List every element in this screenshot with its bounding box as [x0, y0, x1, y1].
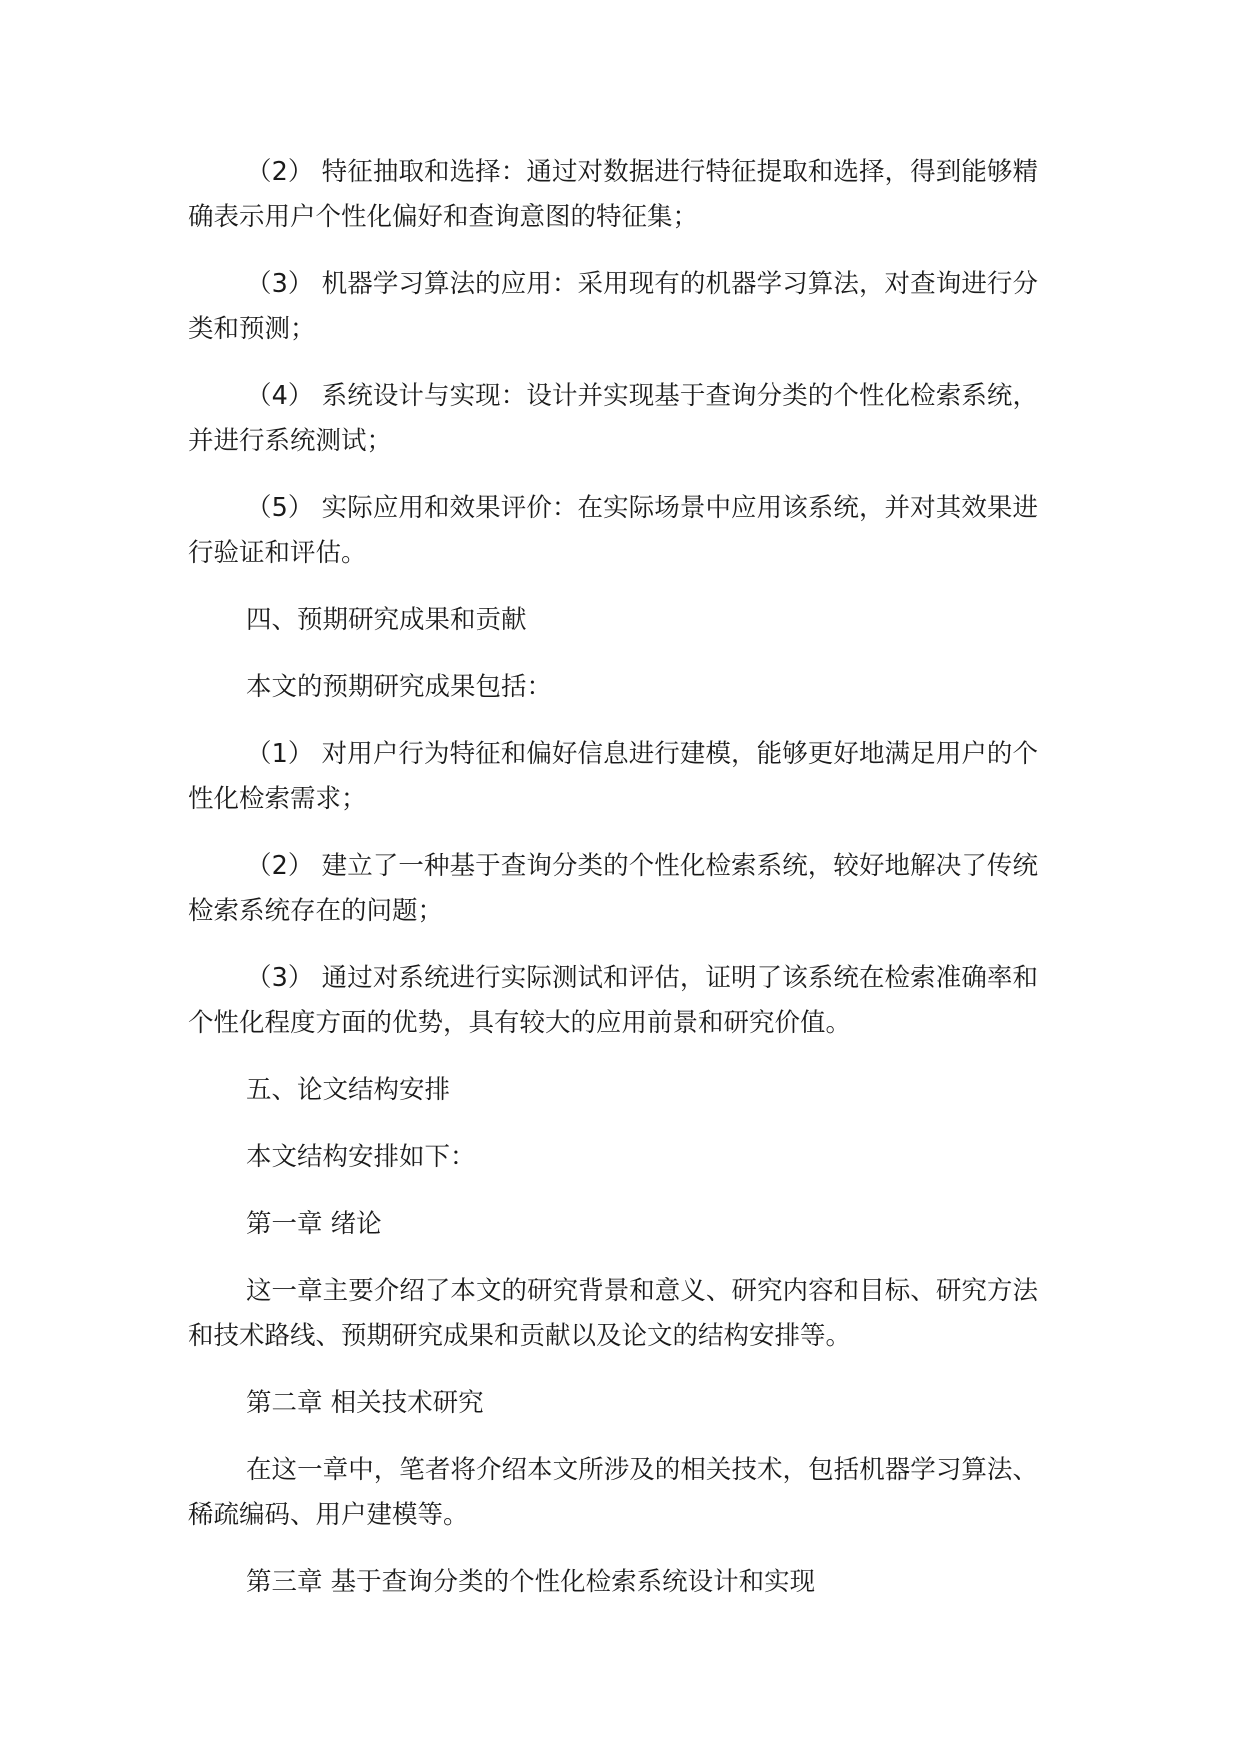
- chapter-heading-1: 第一章 绪论: [246, 1209, 382, 1239]
- paragraph-result-2: （2） 建立了一种基于查询分类的个性化检索系统，较好地解决了传统检索系统存在的问题；: [188, 851, 1038, 926]
- section-heading-expected-results: 四、预期研究成果和贡献: [246, 605, 527, 635]
- paragraph-result-1: （1） 对用户行为特征和偏好信息进行建模，能够更好地满足用户的个性化检索需求；: [188, 739, 1038, 814]
- section-heading-structure: 五、论文结构安排: [246, 1075, 451, 1105]
- paragraph-result-3: （3） 通过对系统进行实际测试和评估，证明了该系统在检索准确率和个性化程度方面的优势，具有较大的应用前景和研究价值。: [188, 963, 1038, 1038]
- document-page: [188, 150, 1038, 1627]
- paragraph-structure-intro: 本文结构安排如下：: [246, 1142, 476, 1172]
- paragraph-item-4-system-design: （4） 系统设计与实现：设计并实现基于查询分类的个性化检索系统，并进行系统测试；: [188, 381, 1038, 456]
- paragraph-item-2-feature-extraction: （2） 特征抽取和选择：通过对数据进行特征提取和选择，得到能够精确表示用户个性化偏好和查询意图的特征集；: [188, 157, 1038, 232]
- chapter-heading-3: 第三章 基于查询分类的个性化检索系统设计和实现: [246, 1567, 816, 1597]
- chapter-heading-2: 第二章 相关技术研究: [246, 1388, 484, 1418]
- paragraph-item-5-evaluation: （5） 实际应用和效果评价：在实际场景中应用该系统，并对其效果进行验证和评估。: [188, 493, 1038, 568]
- paragraph-chapter-1-desc: 这一章主要介绍了本文的研究背景和意义、研究内容和目标、研究方法和技术路线、预期研究成果和贡献以及论文的结构安排等。: [188, 1276, 1038, 1351]
- paragraph-chapter-2-desc: 在这一章中，笔者将介绍本文所涉及的相关技术，包括机器学习算法、稀疏编码、用户建模等。: [188, 1455, 1038, 1530]
- paragraph-item-3-ml-algorithms: （3） 机器学习算法的应用：采用现有的机器学习算法，对查询进行分类和预测；: [188, 269, 1038, 344]
- paragraph-results-intro: 本文的预期研究成果包括：: [246, 672, 553, 702]
